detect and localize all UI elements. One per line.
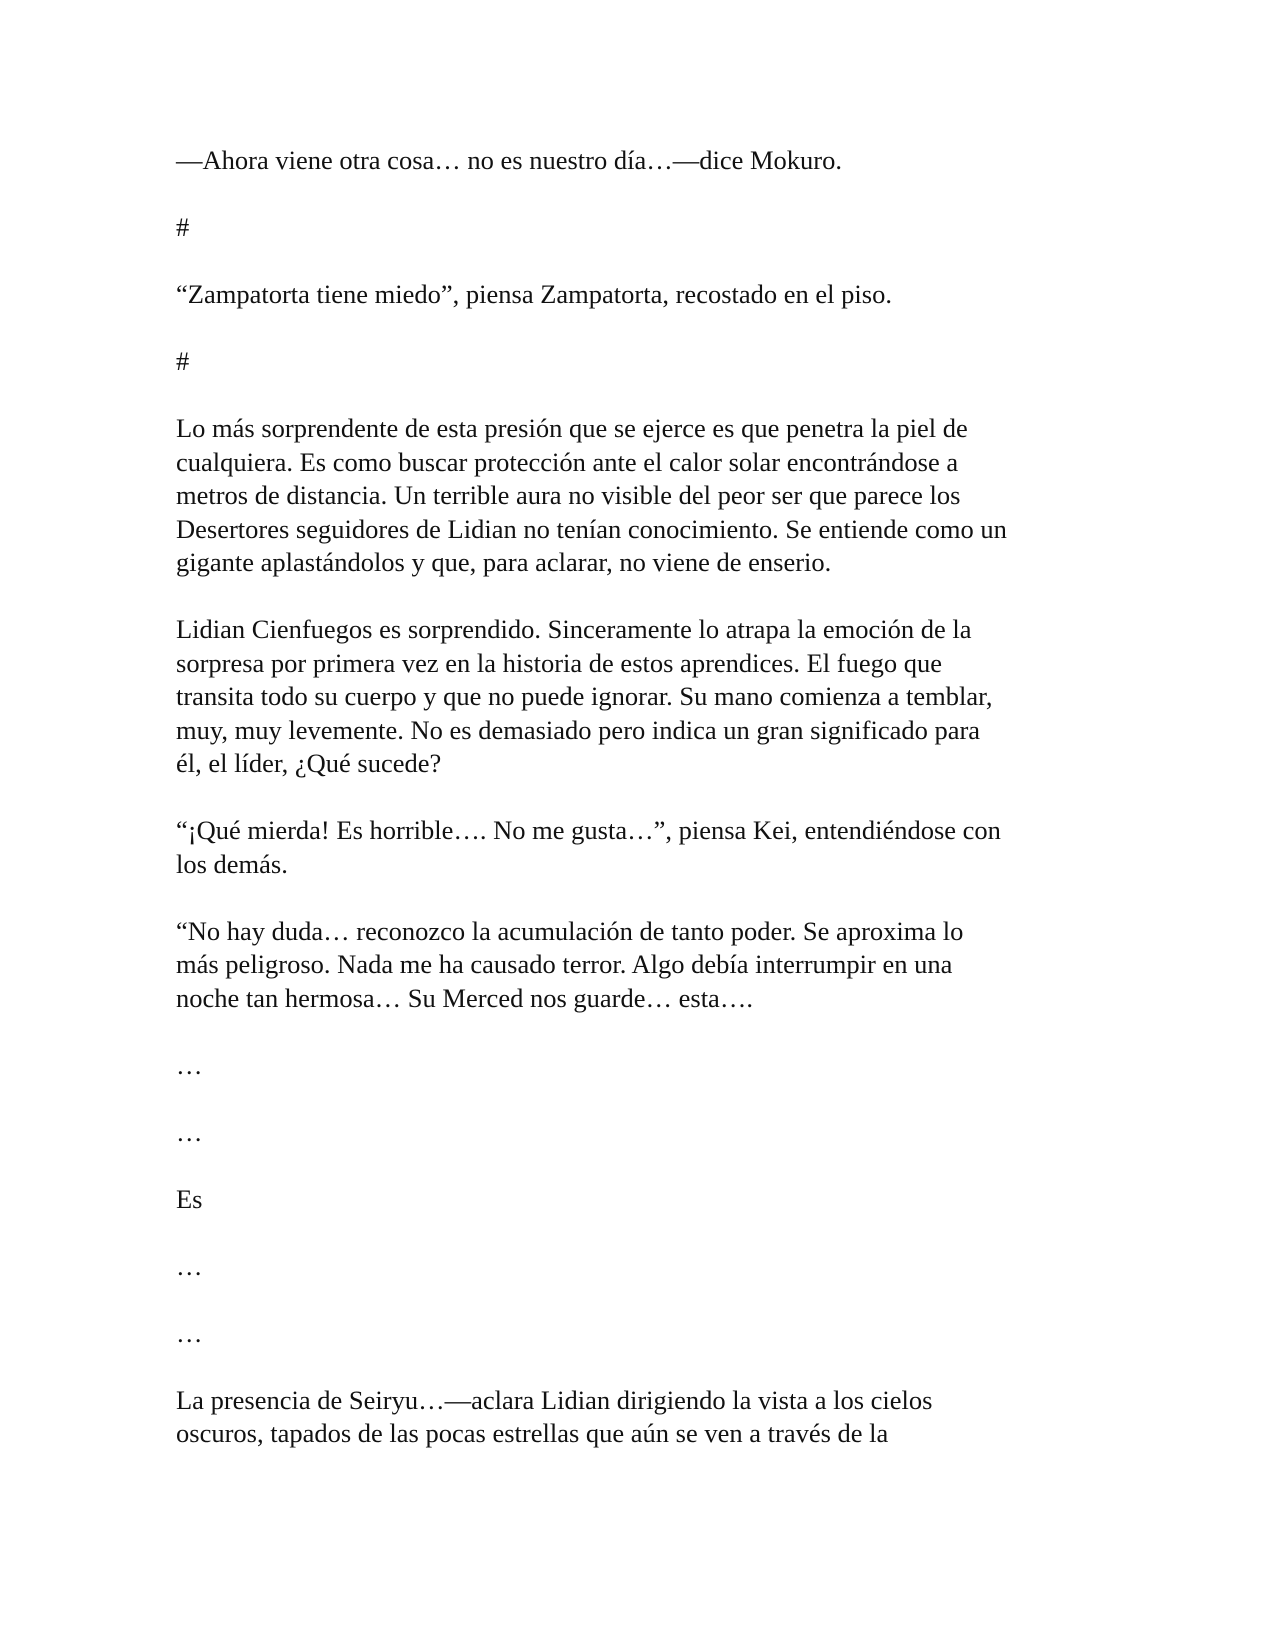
paragraph — [176, 1183, 1106, 1217]
text-line: “Zampatorta tiene miedo”, piensa Zampatorta, recostado en el piso. — [176, 279, 892, 309]
paragraph — [176, 814, 1106, 881]
paragraph — [176, 278, 1106, 312]
text-line: —Ahora viene otra cosa… no es nuestro día…—dice Mokuro. — [176, 145, 843, 175]
text-line: La presencia de Seiryu…—aclara Lidian dirigiendo la vista a los cielos — [176, 1384, 933, 1415]
paragraph — [176, 1384, 1106, 1451]
text-line: noche tan hermosa… Su Merced nos guarde… esta…. — [176, 982, 753, 1013]
text-line: Es — [176, 1183, 203, 1214]
paragraph — [176, 144, 1106, 178]
paragraph — [176, 915, 1106, 1016]
text-line: más peligroso. Nada me ha causado terror. Algo debía interrumpir en una — [176, 949, 953, 979]
text-line: # — [176, 346, 190, 376]
paragraph — [176, 412, 1106, 580]
text-line: … — [176, 1116, 203, 1147]
text-line: cualquiera. Es como buscar protección ante el calor solar encontrándose a — [176, 446, 959, 477]
text-line: “No hay duda… reconozco la acumulación de tanto poder. Se aproxima lo — [176, 915, 964, 946]
text-line: los demás. — [176, 848, 288, 879]
text-line: muy, muy levemente. No es demasiado pero indica un gran significado para — [176, 714, 981, 745]
scene-break — [176, 345, 1106, 379]
text-line: transita todo su cuerpo y que no puede ignorar. Su mano comienza a temblar, — [176, 681, 993, 711]
text-line: Lo más sorprendente de esta presión que se ejerce es que penetra la piel de — [176, 413, 968, 443]
text-line: metros de distancia. Un terrible aura no visible del peor ser que parece los — [176, 480, 961, 510]
text-line: … — [176, 1049, 203, 1080]
text-line: “¡Qué mierda! Es horrible…. No me gusta…”, piensa Kei, entendiéndose con — [176, 815, 1001, 845]
text-line: sorpresa por primera vez en la historia de estos aprendices. El fuego que — [176, 647, 943, 678]
text-line: él, el líder, ¿Qué sucede? — [176, 748, 442, 778]
paragraph — [176, 613, 1106, 781]
text-line: gigante aplastándolos y que, para aclarar, no viene de enserio. — [176, 547, 832, 577]
ellipsis-line — [176, 1317, 1106, 1351]
text-line: oscuros, tapados de las pocas estrellas que aún se ven a través de la — [176, 1418, 889, 1448]
scene-break — [176, 211, 1106, 245]
ellipsis-line — [176, 1250, 1106, 1284]
ellipsis-line — [176, 1049, 1106, 1083]
document-body — [176, 144, 1106, 1484]
text-line: # — [176, 212, 190, 242]
text-line: … — [176, 1317, 203, 1348]
text-line: Desertores seguidores de Lidian no tenían conocimiento. Se entiende como un — [176, 513, 1007, 544]
text-line: … — [176, 1250, 203, 1281]
ellipsis-line — [176, 1116, 1106, 1150]
text-line: Lidian Cienfuegos es sorprendido. Sinceramente lo atrapa la emoción de la — [176, 614, 972, 644]
